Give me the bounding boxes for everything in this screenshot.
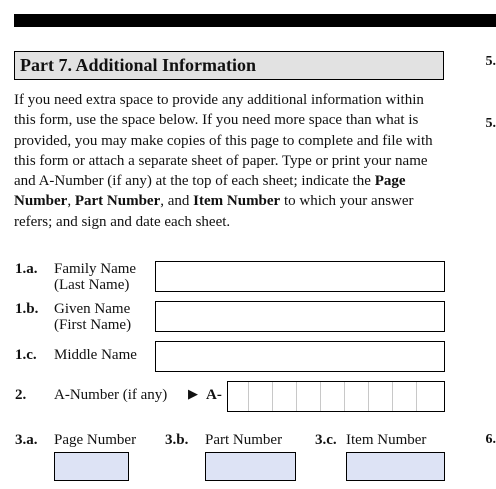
item-number: 3.c. (315, 432, 337, 448)
item-number: 1.b. (15, 301, 39, 317)
digit-divider (344, 382, 345, 411)
digit-divider (368, 382, 369, 411)
page-number-label: Page Number (54, 432, 137, 448)
digit-divider (296, 382, 297, 411)
right-margin-number: 6. (485, 432, 496, 447)
part-number-label: Part Number (205, 432, 283, 448)
a-number-label: A-Number (if any) (54, 387, 168, 403)
digit-divider (416, 382, 417, 411)
right-margin-number: 5. (485, 54, 496, 69)
given-name-field[interactable] (155, 301, 445, 332)
item-number-label: Item Number (346, 432, 427, 448)
part-number-field[interactable] (205, 452, 296, 481)
instructions-paragraph: If you need extra space to provide any additional information within this form, use the space below. If you need more space than what is provided, you may make copies of this page to complete and file with this form or attach a separate sheet of paper. Type or print your name and A-Number (if any) at the top of each sheet; indicate the Page Number, Part Number, and Item Number to which your answer refers; and sign and date each sheet. (14, 92, 433, 230)
item-number: 2. (15, 387, 27, 403)
family-name-field[interactable] (155, 261, 445, 292)
page-number-field[interactable] (54, 452, 129, 481)
digit-divider (248, 382, 249, 411)
item-number: 1.c. (15, 347, 37, 363)
digit-divider (272, 382, 273, 411)
item-number: 3.b. (165, 432, 189, 448)
a-number-prefix: A- (206, 387, 222, 403)
right-margin-number: 5. (485, 116, 496, 131)
digit-divider (320, 382, 321, 411)
item-number-field[interactable] (346, 452, 445, 481)
item-number: 1.a. (15, 261, 38, 277)
middle-name-field[interactable] (155, 341, 445, 372)
family-name-label: Family Name (Last Name) (54, 261, 137, 293)
item-number: 3.a. (15, 432, 38, 448)
digit-divider (392, 382, 393, 411)
section-header (14, 51, 444, 80)
middle-name-label: Middle Name (54, 347, 137, 363)
section-title: Part 7. Additional Information (20, 55, 257, 75)
top-rule (14, 14, 496, 27)
a-number-field[interactable] (227, 381, 445, 412)
arrow-right-icon: ▶ (188, 386, 198, 401)
given-name-label: Given Name (First Name) (54, 301, 132, 333)
